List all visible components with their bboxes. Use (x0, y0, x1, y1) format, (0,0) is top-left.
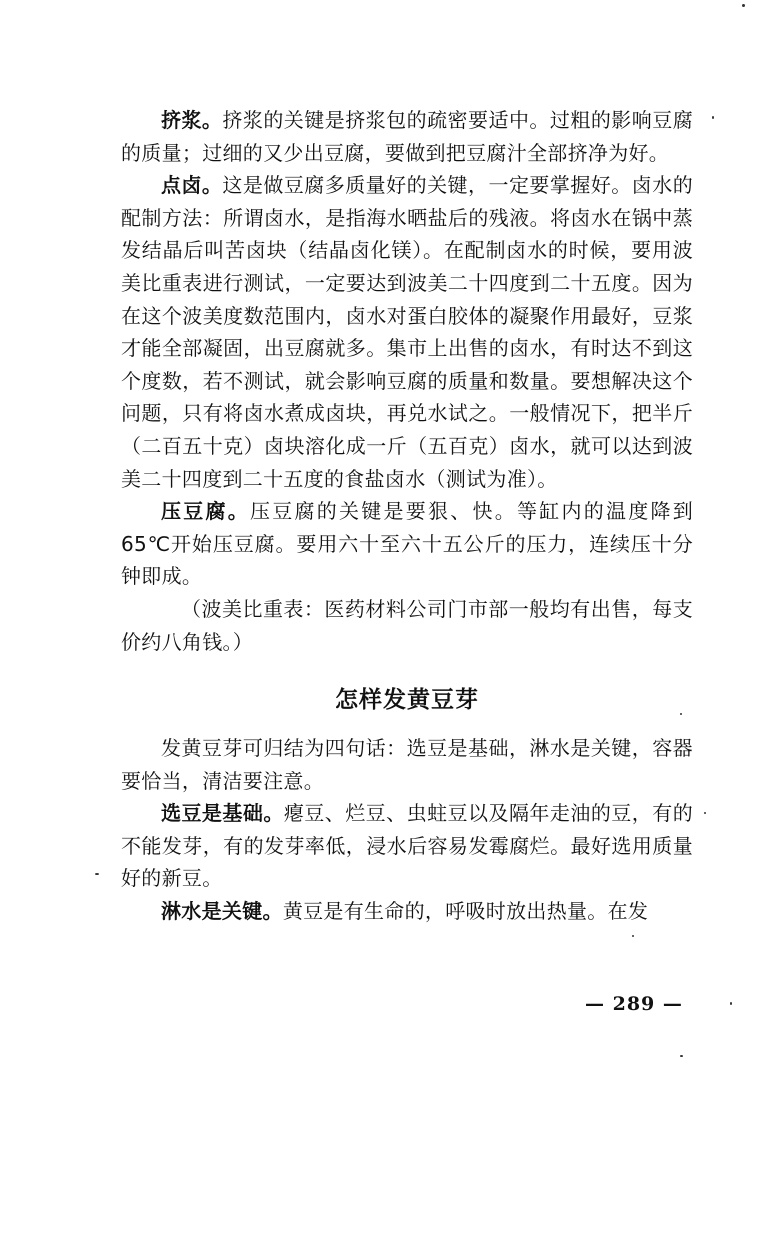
scan-speck (632, 935, 634, 937)
paragraph-select-beans (121, 797, 693, 895)
scan-speck (680, 1055, 683, 1057)
paragraph-term: 压豆腐。 (161, 499, 250, 524)
paragraph-intro (121, 732, 693, 797)
paragraph-text: 挤浆的关键是挤浆包的疏密要适中。过粗的影响豆腐的质量；过细的又少出豆腐，要做到把豆腐汁全部挤净为好。 (121, 108, 693, 165)
paragraph-term: 挤浆。 (161, 108, 223, 132)
paragraph-text: 黄豆是有生命的，呼吸时放出热量。在发 (282, 899, 649, 924)
scan-speck (712, 116, 714, 119)
scan-speck (742, 4, 745, 7)
paragraph-text: 这是做豆腐多质量好的关键，一定要掌握好。卤水的配制方法：所谓卤水，是指海水晒盐后的残液。将卤水在锅中蒸发结晶后叫苦卤块（结晶卤化镁）。在配制卤水的时候，要用波美比重表进行测试，一定要达到波美二十四度到二十五度。因为在这个波美度数范围内，卤水对蛋白胶体的凝聚作用最好，豆浆才能全部凝固，出豆腐就多。集市上出售的卤水，有时达不到这个度数，若不测试，就会影响豆腐的质量和数量。要想解决这个问题，只有将卤水煮成卤块，再兑水试之。一般情况下，把半斤（二百五十克）卤块溶化成一斤（五百克）卤水，就可以达到波美二十四度到二十五度的食盐卤水（测试为准）。 (121, 173, 693, 491)
paragraph-term: 淋水是关键。 (161, 899, 283, 924)
scan-speck (704, 812, 706, 814)
paragraph-text: 瘪豆、烂豆、虫蛀豆以及隔年走油的豆，有的不能发芽，有的发芽率低，浸水后容易发霉腐烂。最好选用质量好的新豆。 (121, 801, 693, 891)
paragraph-brine (121, 169, 693, 495)
paragraph-press (121, 495, 693, 593)
paragraph-watering (121, 895, 693, 928)
paragraph-term: 点卤。 (161, 173, 223, 198)
paragraph-text: 发黄豆芽可归结为四句话：选豆是基础，淋水是关键，容器要恰当，清洁要注意。 (121, 736, 693, 793)
page-number: — 289 — (585, 993, 683, 1015)
paragraph-term: 选豆是基础。 (161, 801, 284, 826)
note-paragraph: （波美比重表：医药材料公司门市部一般均有出售，每支价约八角钱。） (121, 596, 693, 654)
page-content (121, 104, 693, 928)
scan-speck (730, 1002, 732, 1005)
paragraph-squeeze (121, 104, 693, 169)
scan-speck (95, 873, 99, 875)
scan-speck (680, 713, 682, 715)
paragraph-text: 压豆腐的关键是要狠、快。等缸内的温度降到65℃开始压豆腐。要用六十至六十五公斤的压力，连续压十分钟即成。 (121, 499, 694, 589)
section-title: 怎样发黄豆芽 (335, 686, 479, 714)
